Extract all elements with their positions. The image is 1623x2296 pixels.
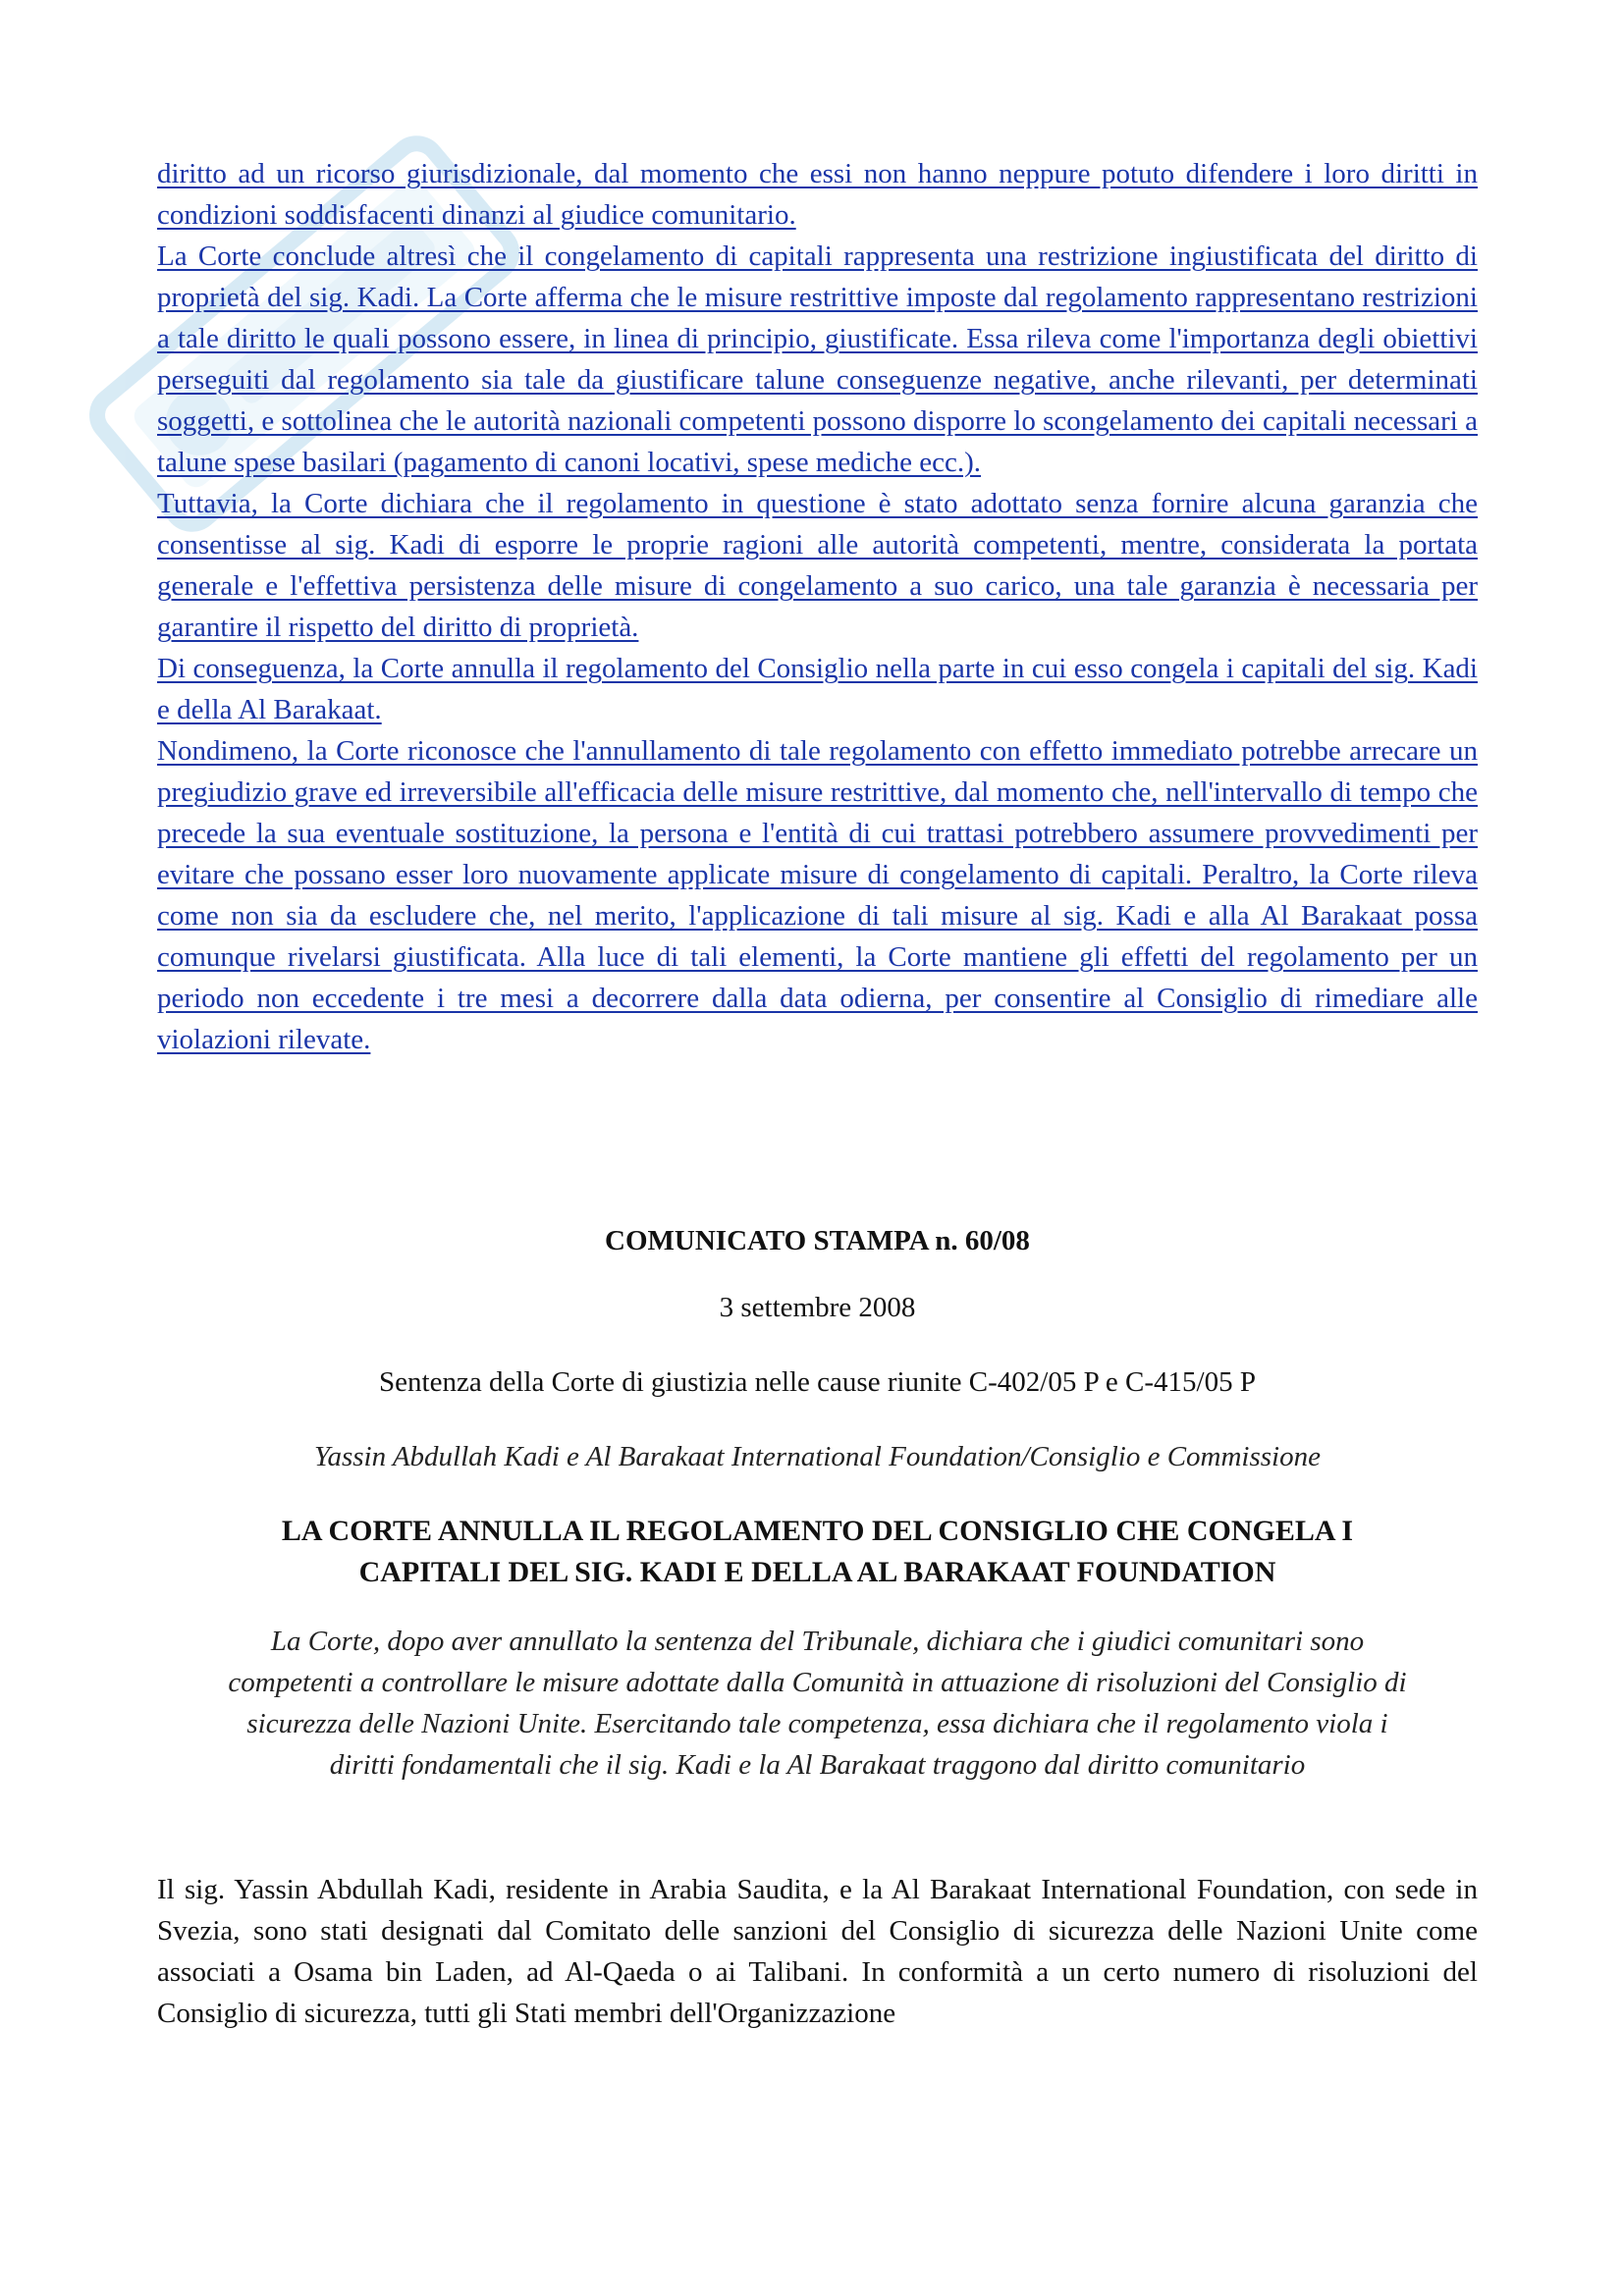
headline-line: LA CORTE ANNULLA IL REGOLAMENTO DEL CONSIGLIO CHE CONGELA I <box>281 1515 1354 1547</box>
linked-paragraph[interactable]: Tuttavia, la Corte dichiara che il regolamento in questione è stato adottato senza fornire alcuna garanzia che consentisse al sig. Kadi di esporre le proprie ragioni alle autorità competenti, mentre, considerata la portata generale e l'effettiva persistenza delle misure di congelamento a suo carico, una tale garanzia è necessaria per garantire il rispetto del diritto di proprietà. <box>157 488 1478 643</box>
headline-line: CAPITALI DEL SIG. KADI E DELLA AL BARAKAAT FOUNDATION <box>358 1556 1276 1588</box>
linked-paragraph[interactable]: Nondimeno, la Corte riconosce che l'annullamento di tale regolamento con effetto immediato potrebbe arrecare un pregiudizio grave ed irreversibile all'efficacia delle misure restrittive, dal momento che, nell'intervallo di tempo che precede la sua eventuale sostituzione, la persona e l'entità di cui trattasi potrebbero assumere provvedimenti per evitare che possano esser loro nuovamente applicate misure di congelamento di capitali. Peraltro, la Corte rileva come non sia da escludere che, nel merito, l'applicazione di tali misure al sig. Kadi e alla Al Barakaat possa comunque rivelarsi giustificata. Alla luce di tali elementi, la Corte mantiene gli effetti del regolamento per un periodo non eccedente i tre mesi a decorrere dalla data odierna, per consentire al Consiglio di rimediare alle violazioni rilevate. <box>157 735 1478 1055</box>
press-release-headline <box>157 1511 1478 1593</box>
press-release-parties: Yassin Abdullah Kadi e Al Barakaat International Foundation/Consiglio e Commissione <box>314 1441 1321 1472</box>
press-release <box>157 1222 1478 1786</box>
press-release-title: COMUNICATO STAMPA n. 60/08 <box>605 1225 1030 1256</box>
linked-paragraph[interactable]: diritto ad un ricorso giurisdizionale, dal momento che essi non hanno neppure potuto difendere i loro diritti in condizioni soddisfacenti dinanzi al giudice comunitario. <box>157 158 1478 231</box>
linked-text-block <box>157 153 1478 1060</box>
press-release-summary: La Corte, dopo aver annullato la sentenza del Tribunale, dichiara che i giudici comunitari sono competenti a controllare le misure adottate dalla Comunità in attuazione di risoluzioni del Consiglio di sicurezza delle Nazioni Unite. Esercitando tale competenza, essa dichiara che il regolamento viola i diritti fondamentali che il sig. Kadi e la Al Barakaat traggono dal diritto comunitario <box>228 1626 1407 1781</box>
linked-paragraph[interactable]: Di conseguenza, la Corte annulla il regolamento del Consiglio nella parte in cui esso congela i capitali del sig. Kadi e della Al Barakaat. <box>157 653 1478 725</box>
press-release-date: 3 settembre 2008 <box>719 1292 916 1323</box>
body-paragraph: Il sig. Yassin Abdullah Kadi, residente in Arabia Saudita, e la Al Barakaat International Foundation, con sede in Svezia, sono stati designati dal Comitato delle sanzioni del Consiglio di sicurezza delle Nazioni Unite come associati a Osama bin Laden, ad Al-Qaeda o ai Talibani. In conformità a un certo numero di risoluzioni del Consiglio di sicurezza, tutti gli Stati membri dell'Organizzazione <box>157 1874 1478 2029</box>
press-release-case: Sentenza della Corte di giustizia nelle cause riunite C-402/05 P e C-415/05 P <box>379 1366 1256 1398</box>
document-page <box>157 153 1478 2062</box>
linked-paragraph[interactable]: La Corte conclude altresì che il congelamento di capitali rappresenta una restrizione ingiustificata del diritto di proprietà del sig. Kadi. La Corte afferma che le misure restrittive imposte dal regolamento rappresentano restrizioni a tale diritto le quali possono essere, in linea di principio, giustificate. Essa rileva come l'importanza degli obiettivi perseguiti dal regolamento sia tale da giustificare talune conseguenze negative, anche rilevanti, per determinati soggetti, e sottolinea che le autorità nazionali competenti possono disporre lo scongelamento dei capitali necessari a talune spese basilari (pagamento di canoni locativi, spese mediche ecc.). <box>157 240 1478 478</box>
